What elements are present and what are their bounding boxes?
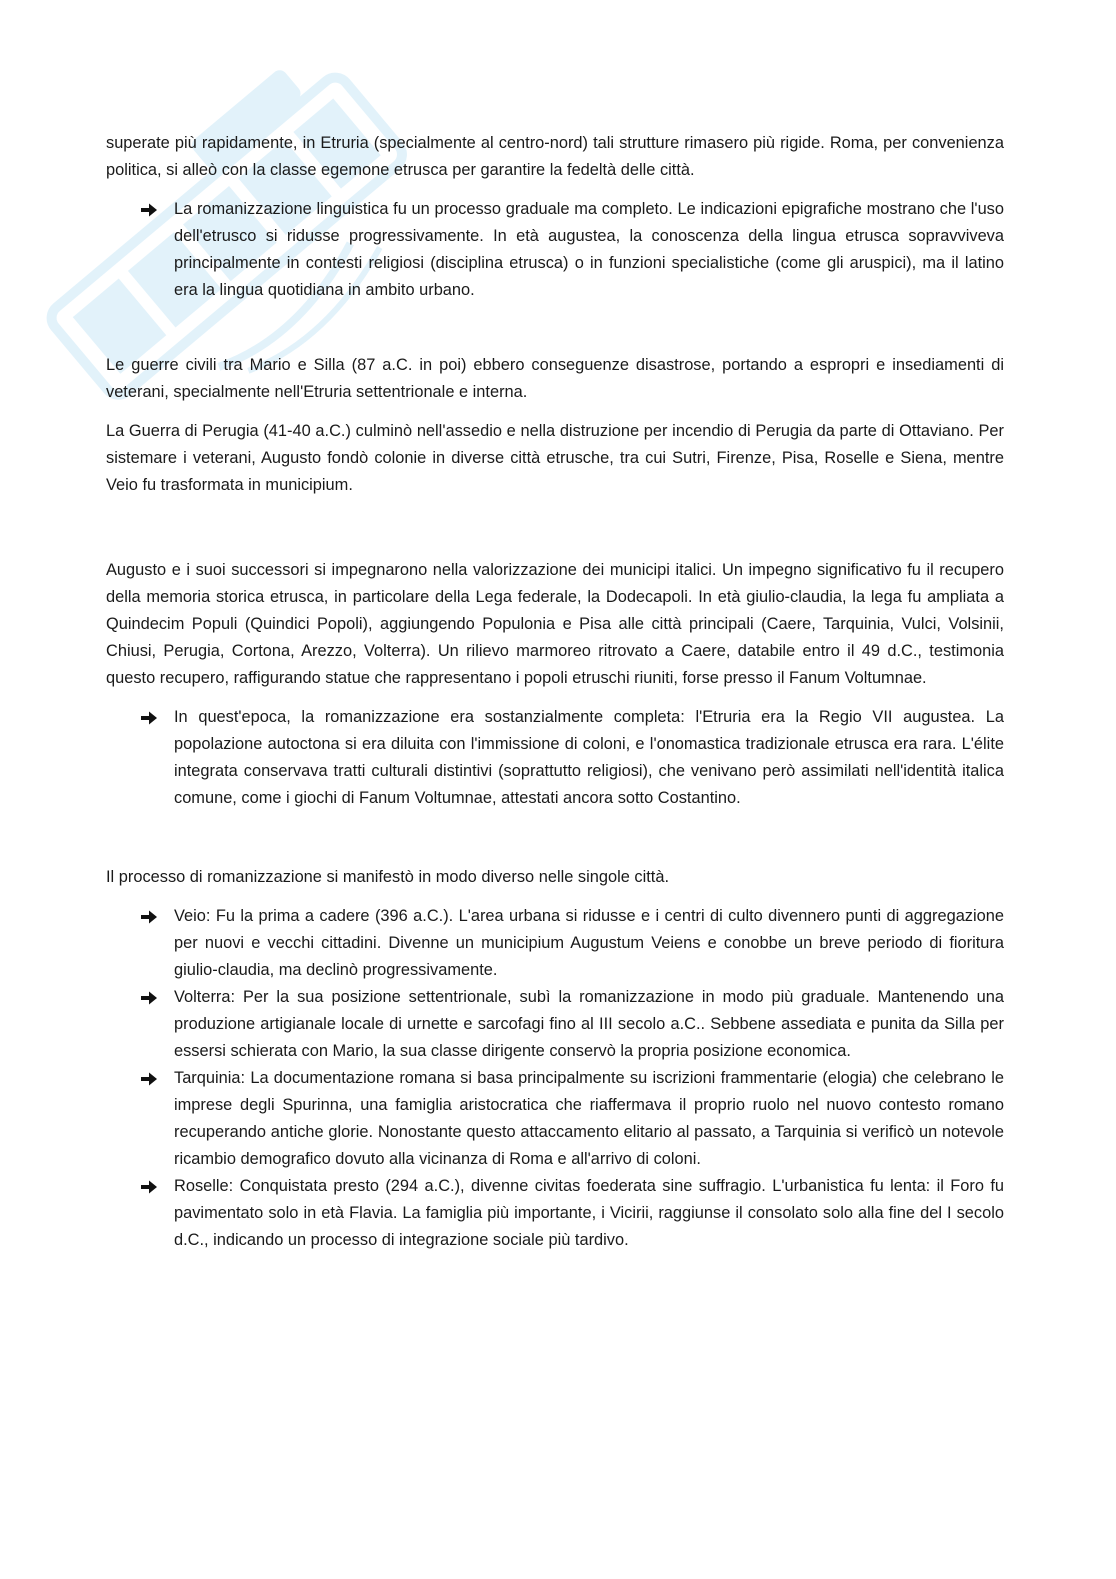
right-arrow-icon [140, 990, 158, 1006]
right-arrow-icon [140, 202, 158, 218]
city-text: Veio: Fu la prima a cadere (396 a.C.). L'area urbana si ridusse e i centri di culto divennero punti di aggregazione per nuovi e vecchi cittadini. Divenne un municipium Augustum Veiens e conobbe un breve periodo di fioritura giulio-claudia, ma declinò progressivamente. [174, 907, 1004, 979]
paragraph-augustus: Augusto e i suoi successori si impegnarono nella valorizzazione dei municipi italici. Un impegno significativo fu il recupero della memoria storica etrusca, in particolare della Lega federale, la Dodecapoli. In età giulio-claudia, la lega fu ampliata a Quindecim Populi (Quindici Popoli), aggiungendo Populonia e Pisa alle città principali (Caere, Tarquinia, Vulci, Volsinii, Chiusi, Perugia, Cortona, Arezzo, Volterra). Un rilievo marmoreo ritrovato a Caere, databile entro il 49 d.C., testimonia questo recupero, raffigurando statue che rappresentano i popoli etruschi riuniti, forse presso il Fanum Voltumnae. [106, 561, 1004, 687]
city-item-volterra [106, 984, 1004, 1065]
right-arrow-icon [140, 1071, 158, 1087]
city-text: Roselle: Conquistata presto (294 a.C.), divenne civitas foederata sine suffragio. L'urbanistica fu lenta: il Foro fu pavimentato solo in età Flavia. La famiglia più importante, i Vicirii, raggiunse il consolato solo alla fine del I secolo d.C., indicando un processo di integrazione sociale più tardivo. [174, 1177, 1004, 1249]
paragraph-intro: superate più rapidamente, in Etruria (specialmente al centro-nord) tali strutture rimasero più rigide. Roma, per convenienza politica, si alleò con la classe egemone etrusca per garantire la fedeltà delle città. [106, 134, 1004, 179]
bullet-list-cities [106, 903, 1004, 1254]
bullet-item [106, 704, 1004, 812]
bullet-item [106, 196, 1004, 304]
paragraph-cities-intro: Il processo di romanizzazione si manifestò in modo diverso nelle singole città. [106, 868, 670, 886]
document-body [106, 130, 1004, 1254]
city-text: Volterra: Per la sua posizione settentrionale, subì la romanizzazione in modo più graduale. Mantenendo una produzione artigianale locale di urnette e sarcofagi fino al III secolo a.C.. Sebbene assediata e punita da Silla per essersi schierata con Mario, la sua classe dirigente conservò la propria posizione economica. [174, 988, 1004, 1060]
city-item-roselle [106, 1173, 1004, 1254]
bullet-text: La romanizzazione linguistica fu un processo graduale ma completo. Le indicazioni epigrafiche mostrano che l'uso dell'etrusco si ridusse progressivamente. In età augustea, la conoscenza della lingua etrusca sopravviveva principalmente in contesti religiosi (disciplina etrusca) o in funzioni specialistiche (come gli aruspici), ma il latino era la lingua quotidiana in ambito urbano. [174, 200, 1004, 299]
right-arrow-icon [140, 710, 158, 726]
bullet-list-linguistic [106, 196, 1004, 304]
right-arrow-icon [140, 909, 158, 925]
bullet-list-epoch [106, 704, 1004, 812]
paragraph-civil-wars: Le guerre civili tra Mario e Silla (87 a.C. in poi) ebbero conseguenze disastrose, portando a espropri e insediamenti di veterani, specialmente nell'Etruria settentrionale e interna. [106, 356, 1004, 401]
paragraph-perugia-war: La Guerra di Perugia (41-40 a.C.) culminò nell'assedio e nella distruzione per incendio di Perugia da parte di Ottaviano. Per sistemare i veterani, Augusto fondò colonie in diverse città etrusche, tra cui Sutri, Firenze, Pisa, Roselle e Siena, mentre Veio fu trasformata in municipium. [106, 422, 1004, 494]
right-arrow-icon [140, 1179, 158, 1195]
city-item-veio [106, 903, 1004, 984]
city-text: Tarquinia: La documentazione romana si basa principalmente su iscrizioni frammentarie (elogia) che celebrano le imprese degli Spurinna, una famiglia aristocratica che riaffermava il proprio ruolo nel nuovo contesto romano recuperando antiche glorie. Nonostante questo attaccamento elitario al passato, a Tarquinia si verificò un notevole ricambio demografico dovuto alla vicinanza di Roma e all'arrivo di coloni. [174, 1069, 1004, 1168]
bullet-text: In quest'epoca, la romanizzazione era sostanzialmente completa: l'Etruria era la Regio VII augustea. La popolazione autoctona si era diluita con l'immissione di coloni, e l'onomastica tradizionale etrusca era rara. L'élite integrata conservava tratti culturali distintivi (soprattutto religiosi), che venivano però assimilati nell'identità italica comune, come i giochi di Fanum Voltumnae, attestati ancora sotto Costantino. [174, 708, 1004, 807]
city-item-tarquinia [106, 1065, 1004, 1173]
